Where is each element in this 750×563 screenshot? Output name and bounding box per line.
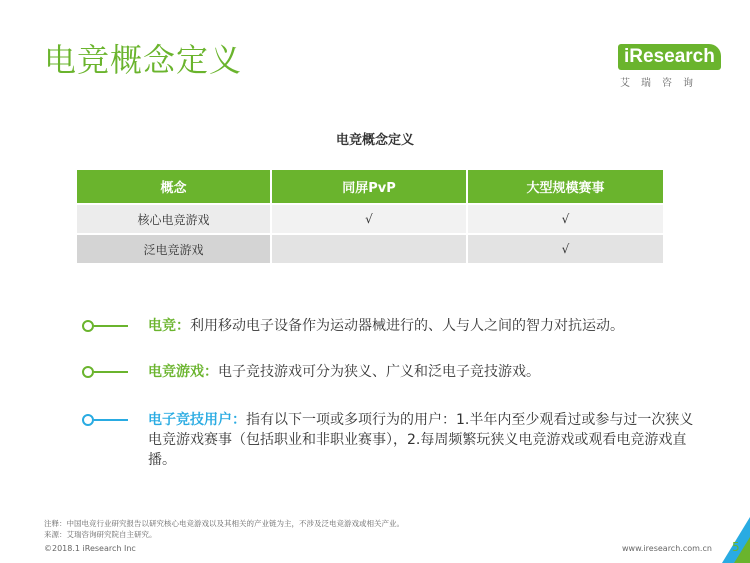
concept-table: [77, 170, 663, 263]
table-header-concept: 概念: [77, 170, 271, 204]
copyright: ©2018.1 iResearch Inc: [44, 544, 136, 553]
table-caption: 电竞概念定义: [335, 133, 414, 148]
table-cell: √: [271, 204, 467, 234]
definition-colon: ：: [176, 318, 190, 334]
table-cell: √: [467, 234, 663, 263]
iresearch-logo: [618, 40, 718, 88]
definition-term: 电竞: [148, 318, 176, 334]
table-header-pvp: 同屏PvP: [271, 170, 467, 204]
logo-research: Research: [629, 46, 715, 67]
definition-term: 电竞游戏: [148, 364, 204, 380]
definition-body: 指有以下一项或多项行为的用户：1.半年内至少观看过或参与过一次狭义电竞游戏赛事（包括职业和非职业赛事），2.每周频繁玩狭义电竞游戏或观看电竞游戏直播。: [148, 412, 694, 468]
table-cell: 核心电竞游戏: [77, 204, 271, 234]
table-row: [77, 234, 663, 263]
footnote-source: 来源：艾瑞咨询研究院自主研究。: [44, 530, 157, 539]
logo-wordmark: [618, 44, 721, 70]
bullet-marker-icon: [82, 320, 130, 332]
definition-body: 电子竞技游戏可分为狭义、广义和泛电子竞技游戏。: [218, 364, 540, 380]
table-row: [77, 204, 663, 234]
table-header-tournament: 大型规模赛事: [467, 170, 663, 204]
table-cell: [271, 234, 467, 263]
definition-text: [148, 410, 696, 470]
definition-term: 电子竞技用户: [148, 412, 232, 428]
website-url: www.iresearch.com.cn: [622, 544, 712, 553]
definition-colon: ：: [232, 412, 246, 428]
page-number: 5: [732, 540, 740, 554]
logo-i: i: [624, 46, 630, 67]
table-cell: √: [467, 204, 663, 234]
definition-colon: ：: [204, 364, 218, 380]
definition-text: [148, 362, 696, 382]
bullet-marker-icon: [82, 366, 130, 378]
table-cell: 泛电竞游戏: [77, 234, 271, 263]
footnote-note: 注释：中国电竞行业研究报告以研究核心电竞游戏以及其相关的产业链为主，不涉及泛电竞游戏或相关产业。: [44, 519, 404, 528]
bullet-marker-icon: [82, 414, 130, 426]
page-title: 电竞概念定义: [44, 41, 243, 79]
logo-subtitle: 艾瑞咨询: [620, 78, 704, 89]
table-header-row: [77, 170, 663, 204]
definition-body: 利用移动电子设备作为运动器械进行的、人与人之间的智力对抗运动。: [190, 318, 624, 334]
definition-text: [148, 316, 696, 336]
